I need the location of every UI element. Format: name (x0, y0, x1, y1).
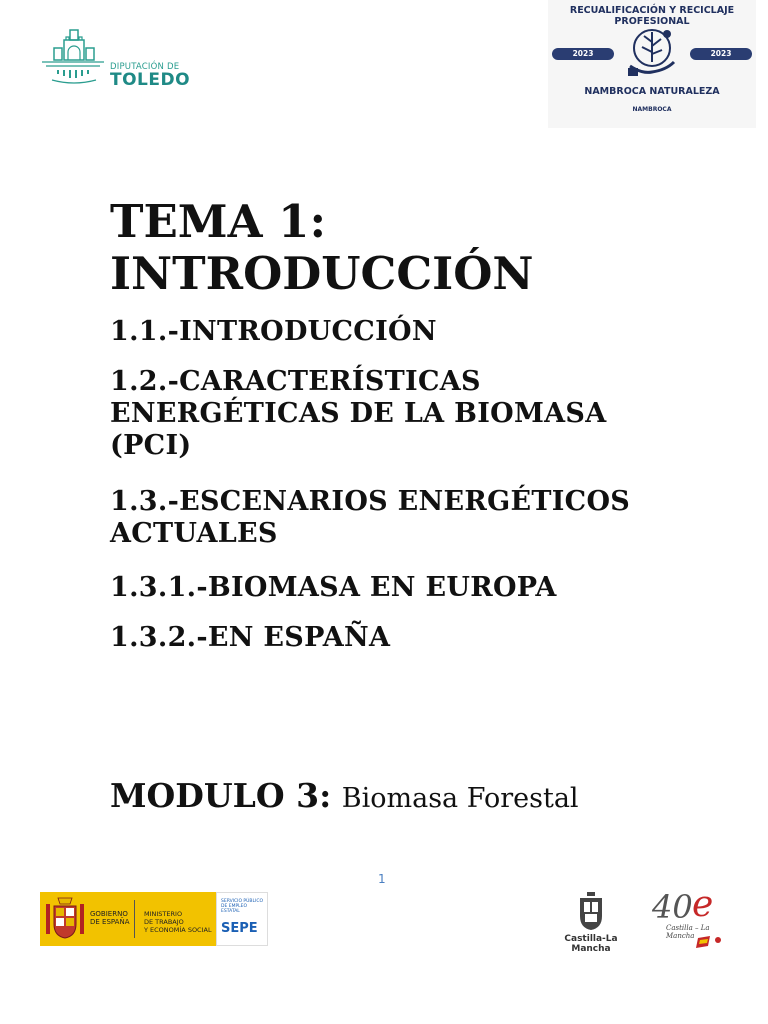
gobierno-text (90, 910, 130, 926)
gobierno-line1: GOBIERNO (90, 910, 128, 918)
divider (134, 900, 135, 938)
sepe-small-text (221, 899, 267, 914)
year-badge-right: 2023 (690, 48, 752, 60)
nature-hand-icon (622, 24, 682, 82)
sepe-logo (216, 892, 268, 946)
nambroca-naturaleza-logo (548, 0, 756, 128)
module-line (110, 776, 579, 815)
toc-item: 1.3.1.-BIOMASA EN EUROPA (110, 572, 557, 603)
anniversary-40-logo (648, 884, 734, 950)
module-label: MODULO 3: (110, 776, 332, 815)
sepe-name: SEPE (221, 921, 258, 936)
toc-item: 1.1.-INTRODUCCIÓN (110, 316, 437, 347)
module-name: Biomasa Forestal (341, 783, 579, 814)
sepe-small-line2: DE EMPLEO ESTATAL (221, 904, 248, 914)
year-badge-left: 2023 (552, 48, 614, 60)
ministerio-line2: DE TRABAJO (144, 918, 184, 926)
anniversary-number: 40 (652, 888, 693, 926)
toledo-line1: DIPUTACIÓN DE (110, 62, 180, 72)
clm-name: Castilla-La Mancha (564, 934, 618, 954)
toc-item: 1.2.-CARACTERÍSTICAS ENERGÉTICAS DE LA BIOMASA (PCI) (110, 366, 607, 461)
nambroca-name: NAMBROCA NATURALEZA (584, 86, 720, 97)
sepe-small-line1: SERVICIO PÚBLICO (221, 899, 264, 904)
toc-item: 1.3.-ESCENARIOS ENERGÉTICOS ACTUALES (110, 486, 631, 549)
toledo-line2: TOLEDO (110, 70, 191, 90)
coat-of-arms-icon (44, 896, 86, 942)
flag-icon (696, 934, 726, 948)
castle-icon (40, 26, 110, 96)
gobierno-espana-logo (40, 892, 268, 946)
page-number: 1 (378, 872, 386, 886)
ministerio-line1: MINISTERIO (144, 910, 183, 918)
document-title: TEMA 1: INTRODUCCIÓN (110, 195, 534, 300)
nambroca-sub: NAMBROCA (632, 106, 672, 113)
gobierno-line2: DE ESPAÑA (90, 918, 130, 926)
toc-item: 1.3.2.-EN ESPAÑA (110, 622, 391, 653)
nambroca-program-title: RECUALIFICACIÓN Y RECICLAJE PROFESIONAL (569, 5, 735, 27)
diputacion-toledo-logo (40, 26, 190, 96)
clm-emblem-icon (576, 890, 606, 932)
anniversary-sub: Castilla – La Mancha (666, 924, 710, 940)
anniversary-e: e (692, 884, 714, 925)
ministerio-line3: Y ECONOMÍA SOCIAL (144, 926, 212, 934)
castilla-la-mancha-logo (544, 890, 638, 954)
ministerio-text (144, 910, 212, 934)
